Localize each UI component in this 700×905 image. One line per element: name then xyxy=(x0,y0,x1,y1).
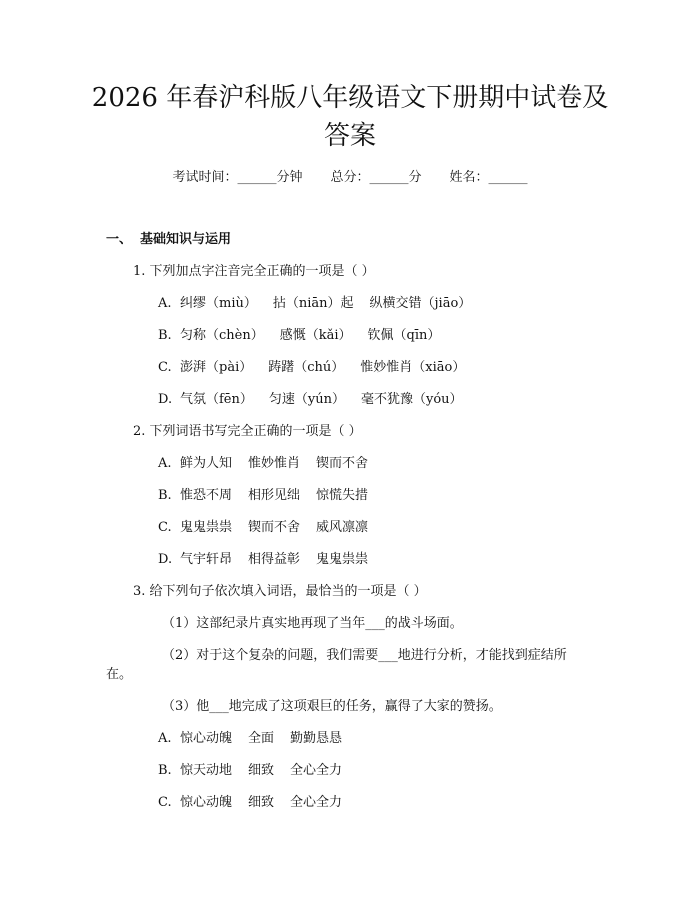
exam-info-line xyxy=(0,169,700,187)
q1-option-d: D. 气氛（fēn） 匀速（yún） 毫不犹豫（yóu） xyxy=(158,392,463,407)
question-2-stem: 2. 下列词语书写完全正确的一项是（ ） xyxy=(133,424,362,439)
page-title: 2026 年春沪科版八年级语文下册期中试卷及 xyxy=(91,83,609,113)
q3-blank-3: （3）他___地完成了这项艰巨的任务，赢得了大家的赞扬。 xyxy=(162,699,502,714)
section-title: 基础知识与运用 xyxy=(140,232,232,247)
time-unit: 分钟 xyxy=(276,170,303,185)
q2-option-b: B. 惟恐不周 相形见绌 惊慌失措 xyxy=(158,488,369,503)
q1-option-b: B. 匀称（chèn） 感慨（kǎi） 钦佩（qīn） xyxy=(158,328,441,343)
q2-option-d: D. 气宇轩昂 相得益彰 鬼鬼祟祟 xyxy=(158,552,369,567)
section-number: 一、 xyxy=(106,232,133,247)
name-label: 姓名： xyxy=(449,170,489,185)
time-label: 考试时间： xyxy=(172,170,238,185)
question-1-stem: 1. 下列加点字注音完全正确的一项是（ ） xyxy=(133,264,375,279)
q2-option-a: A. 鲜为人知 惟妙惟肖 锲而不舍 xyxy=(158,456,369,471)
time-blank: ______ xyxy=(237,170,277,185)
q2-option-c: C. 鬼鬼祟祟 锲而不舍 威风凛凛 xyxy=(158,520,369,535)
q1-option-c: C. 澎湃（pài） 踌躇（chú） 惟妙惟肖（xiāo） xyxy=(158,360,466,375)
name-blank: ______ xyxy=(488,170,528,185)
q3-option-a: A. 惊心动魄 全面 勤勤恳恳 xyxy=(158,731,343,746)
page-title-continued: 答案 xyxy=(323,121,376,151)
q1-option-a: A. 纠缪（miù） 拈（niān）起 纵横交错（jiāo） xyxy=(158,296,472,311)
q3-option-b: B. 惊天动地 细致 全心全力 xyxy=(158,763,343,778)
section-heading xyxy=(106,231,231,249)
score-label: 总分： xyxy=(330,170,370,185)
score-unit: 分 xyxy=(408,170,422,185)
score-blank: ______ xyxy=(369,170,409,185)
question-3-stem: 3. 给下列句子依次填入词语，最恰当的一项是（ ） xyxy=(133,584,427,599)
q3-blank-2: （2）对于这个复杂的问题，我们需要___地进行分析，才能找到症结所 xyxy=(162,648,567,663)
q3-blank-2-continued: 在。 xyxy=(106,667,133,682)
q3-option-c: C. 惊心动魄 细致 全心全力 xyxy=(158,795,343,810)
q3-blank-1: （1）这部纪录片真实地再现了当年___的战斗场面。 xyxy=(162,616,463,631)
